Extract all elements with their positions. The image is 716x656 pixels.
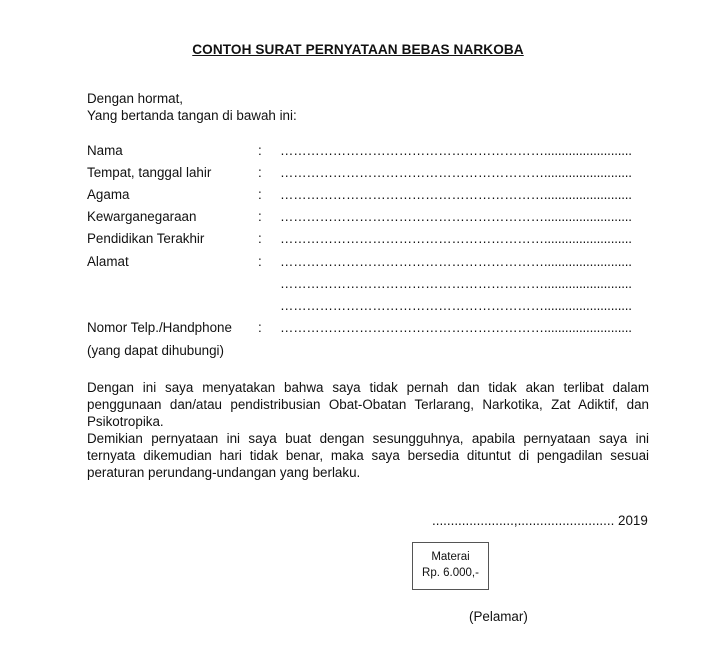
- address-fill-line-2: …………………………………………………….........................: [280, 276, 632, 291]
- field-label: Nomor Telp./Handphone: [87, 320, 232, 335]
- document-title: CONTOH SURAT PERNYATAAN BEBAS NARKOBA: [192, 42, 524, 57]
- field-fill-line: …………………………………………………….........................: [280, 320, 632, 335]
- field-fill-line: …………………………………………………….........................: [280, 254, 632, 269]
- phone-note: (yang dapat dihubungi): [87, 343, 224, 358]
- materai-stamp-box: [412, 542, 489, 590]
- field-label: Kewarganegaraan: [87, 209, 197, 224]
- intro-text: Yang bertanda tangan di bawah ini:: [87, 108, 297, 123]
- field-colon: :: [258, 165, 262, 180]
- field-colon: :: [258, 254, 262, 269]
- stamp-line-2: Rp. 6.000,-: [422, 567, 479, 579]
- field-fill-line: …………………………………………………….........................: [280, 165, 632, 180]
- field-colon: :: [258, 187, 262, 202]
- field-label: Agama: [87, 187, 130, 202]
- field-colon: :: [258, 231, 262, 246]
- closing-paragraph: Demikian pernyataan ini saya buat dengan sesungguhnya, apabila pernyataan saya ini ternyata dikemudian hari tidak benar, maka saya bersedia dituntut di pengadilan sesuai peraturan perundang-undangan yang berlaku.: [87, 431, 649, 480]
- field-label: Alamat: [87, 254, 129, 269]
- field-fill-line: …………………………………………………….........................: [280, 187, 632, 202]
- date-line: ......................,.......................... 2019: [432, 513, 648, 528]
- field-label: Pendidikan Terakhir: [87, 231, 205, 246]
- signature-label: (Pelamar): [469, 609, 528, 624]
- field-label: Tempat, tanggal lahir: [87, 165, 212, 180]
- address-fill-line-3: …………………………………………………….........................: [280, 298, 632, 313]
- field-fill-line: …………………………………………………….........................: [280, 143, 632, 158]
- greeting: Dengan hormat,: [87, 91, 184, 106]
- field-colon: :: [258, 143, 262, 158]
- field-label: Nama: [87, 143, 123, 158]
- field-colon: :: [258, 320, 262, 335]
- field-colon: :: [258, 209, 262, 224]
- statement-paragraph: Dengan ini saya menyatakan bahwa saya tidak pernah dan tidak akan terlibat dalam penggunaan dan/atau pendistribusian Obat-Obatan Terlarang, Narkotika, Zat Adiktif, dan Psikotropika.: [87, 380, 649, 429]
- field-fill-line: …………………………………………………….........................: [280, 209, 632, 224]
- field-fill-line: …………………………………………………….........................: [280, 231, 632, 246]
- stamp-line-1: Materai: [431, 551, 470, 563]
